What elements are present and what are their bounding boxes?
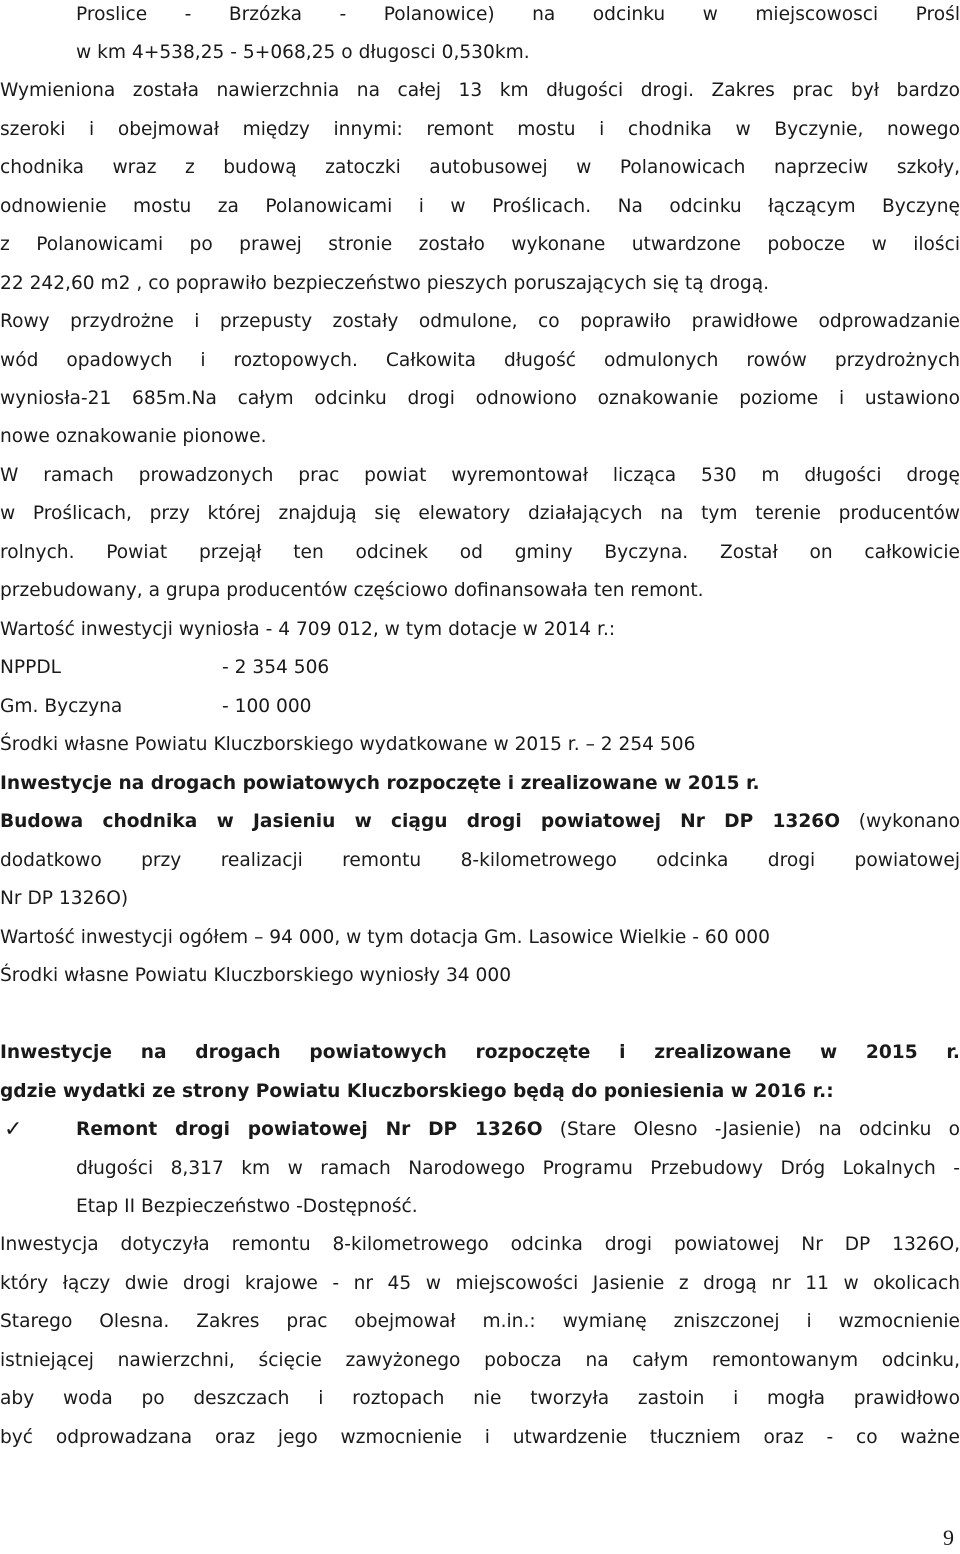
body-line: odnowienie mostu za Polanowicami i w Proślicach. Na odcinku łączącym Byczynę bbox=[0, 196, 960, 217]
body-line: rolnych. Powiat przejął ten odcinek od gminy Byczyna. Został on całkowicie bbox=[0, 542, 960, 563]
body-line: istniejącej nawierzchni, ścięcie zawyżonego pobocza na całym remontowanym odcinku, bbox=[0, 1350, 960, 1371]
check-icon: ✓ bbox=[4, 1117, 23, 1142]
funding-row bbox=[0, 653, 960, 683]
project-note: (wykonano bbox=[840, 811, 960, 832]
page-number: 9 bbox=[943, 1525, 954, 1550]
body-line: być odprowadzana oraz jego wzmocnienie i utwardzenie tłuczniem oraz - co ważne bbox=[0, 1427, 960, 1448]
body-line: który łączy dwie drogi krajowe - nr 45 w miejscowości Jasienie z drogą nr 11 w okolicach bbox=[0, 1273, 960, 1294]
section-heading: Inwestycje na drogach powiatowych rozpoczęte i zrealizowane w 2015 r. bbox=[0, 1042, 960, 1063]
own-funds-line: Środki własne Powiatu Kluczborskiego wyniosły 34 000 bbox=[0, 965, 512, 986]
body-line: chodnika wraz z budową zatoczki autobusowej w Polanowicach naprzeciw szkoły, bbox=[0, 157, 960, 178]
funding-value: - 2 354 506 bbox=[222, 657, 330, 678]
body-line bbox=[0, 807, 960, 837]
bullet-line: długości 8,317 km w ramach Narodowego Programu Przebudowy Dróg Lokalnych - bbox=[76, 1158, 960, 1179]
body-line: Wymieniona została nawierzchnia na całej 13 km długości drogi. Zakres prac był bardzo bbox=[0, 80, 960, 101]
funding-label: NPPDL bbox=[0, 657, 62, 678]
body-line: wyniosła-21 685m.Na całym odcinku drogi odnowiono oznakowanie poziome i ustawiono bbox=[0, 388, 960, 409]
body-line: szeroki i obejmował między innymi: remont mostu i chodnika w Byczynie, nowego bbox=[0, 119, 960, 140]
funding-label: Gm. Byczyna bbox=[0, 696, 123, 717]
body-line: z Polanowicami po prawej stronie zostało wykonane utwardzone pobocze w ilości bbox=[0, 234, 960, 255]
body-line: aby woda po deszczach i roztopach nie tworzyła zastoin i mogła prawidłowo bbox=[0, 1388, 960, 1409]
bullet-line: Etap II Bezpieczeństwo -Dostępność. bbox=[76, 1196, 418, 1217]
project-title: Budowa chodnika w Jasieniu w ciągu drogi powiatowej Nr DP 1326O bbox=[0, 811, 841, 832]
bullet-title: Remont drogi powiatowej Nr DP 1326O bbox=[76, 1119, 543, 1140]
body-line: Nr DP 1326O) bbox=[0, 888, 129, 909]
own-funds-line: Środki własne Powiatu Kluczborskiego wydatkowane w 2015 r. – 2 254 506 bbox=[0, 734, 696, 755]
body-line: Starego Olesna. Zakres prac obejmował m.in.: wymianę zniszczonej i wzmocnienie bbox=[0, 1311, 960, 1332]
investment-value-line: Wartość inwestycji ogółem – 94 000, w tym dotacja Gm. Lasowice Wielkie - 60 000 bbox=[0, 927, 770, 948]
funding-row bbox=[0, 692, 960, 722]
body-line: W ramach prowadzonych prac powiat wyremontował licząca 530 m długości drogę bbox=[0, 465, 960, 486]
section-heading: Inwestycje na drogach powiatowych rozpoczęte i zrealizowane w 2015 r. bbox=[0, 773, 760, 794]
bullet-note: (Stare Olesno -Jasienie) na odcinku o bbox=[542, 1119, 960, 1140]
investment-value-line: Wartość inwestycji wyniosła - 4 709 012, w tym dotacje w 2014 r.: bbox=[0, 619, 616, 640]
body-line: przebudowany, a grupa producentów częściowo dofinansowała ten remont. bbox=[0, 580, 704, 601]
body-line: Rowy przydrożne i przepusty zostały odmulone, co poprawiło prawidłowe odprowadzanie bbox=[0, 311, 960, 332]
body-line: Proslice - Brzózka - Polanowice) na odcinku w miejscowosci Prośl bbox=[76, 4, 960, 25]
section-heading: gdzie wydatki ze strony Powiatu Kluczborskiego będą do poniesienia w 2016 r.: bbox=[0, 1081, 834, 1102]
funding-value: - 100 000 bbox=[222, 696, 312, 717]
body-line: Inwestycja dotyczyła remontu 8-kilometrowego odcinka drogi powiatowej Nr DP 1326O, bbox=[0, 1234, 960, 1255]
body-line: nowe oznakowanie pionowe. bbox=[0, 426, 267, 447]
body-line: dodatkowo przy realizacji remontu 8-kilometrowego odcinka drogi powiatowej bbox=[0, 850, 960, 871]
body-line: w Proślicach, przy której znajdują się elewatory działających na tym terenie producentów bbox=[0, 503, 960, 524]
bullet-line bbox=[76, 1115, 960, 1145]
body-line: w km 4+538,25 - 5+068,25 o długosci 0,530km. bbox=[76, 42, 530, 63]
body-line: 22 242,60 m2 , co poprawiło bezpieczeństwo pieszych poruszających się tą drogą. bbox=[0, 273, 770, 294]
body-line: wód opadowych i roztopowych. Całkowita długość odmulonych rowów przydrożnych bbox=[0, 350, 960, 371]
